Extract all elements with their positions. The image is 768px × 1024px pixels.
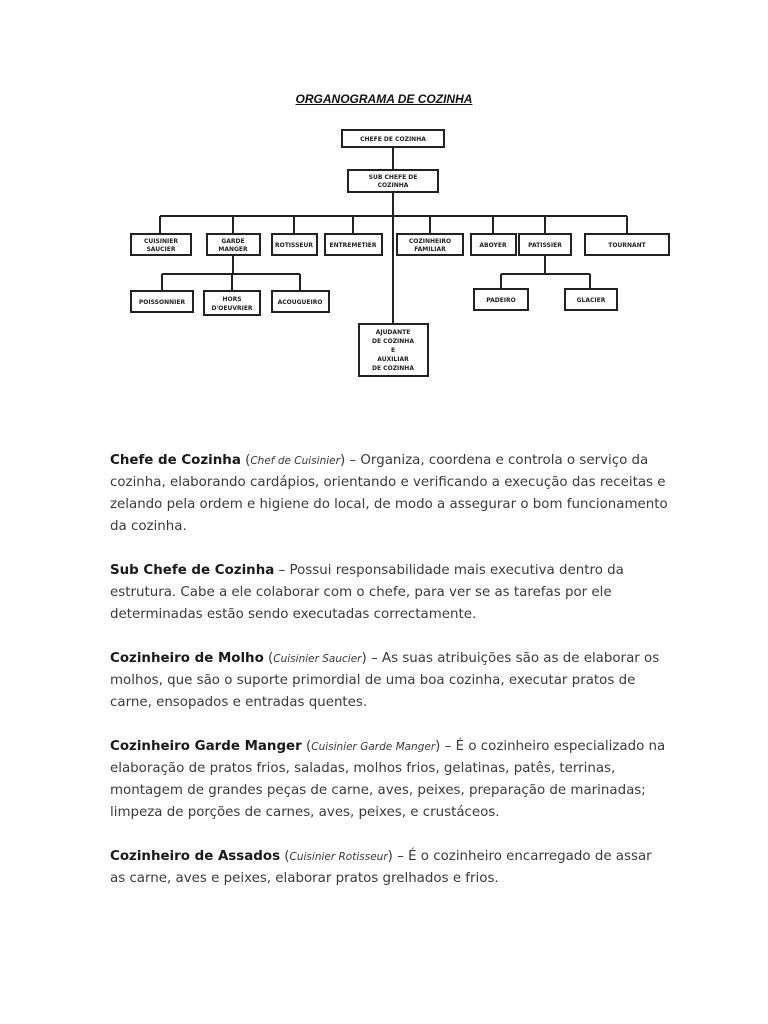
description: – É o cozinheiro encarregado de assar as carne, aves e peixes, elaborar pratos grelhados e frios. <box>110 849 652 886</box>
label-ajudante-1: AJUDANTE <box>375 329 411 336</box>
foreign-term: Cuisinier Rotisseur <box>289 851 388 863</box>
paren-close: ) <box>387 849 393 864</box>
paren-close: ) <box>339 453 346 468</box>
box-sub-chefe <box>348 170 438 192</box>
box-garde-manger <box>207 234 260 255</box>
label-acougueiro: ACOUGUEIRO <box>277 299 323 306</box>
foreign-term: Cuisinier Garde Manger <box>311 741 436 753</box>
label-hors: HORS <box>222 296 242 303</box>
foreign-term: Cuisinier Saucier <box>273 653 362 665</box>
org-chart <box>0 0 768 400</box>
label-garde: GARDE <box>221 238 245 245</box>
label-doeuvrier: D'OEUVRIER <box>211 305 253 312</box>
description: – Possui responsabilidade mais executiva dentro da estrutura. Cabe a ele colaborar com o chefe, para ver se as tarefas por ele determinadas estão sendo executadas correctamente. <box>110 563 624 622</box>
label-ajudante-2: DE COZINHA <box>372 338 414 345</box>
box-padeiro <box>474 289 528 310</box>
paragraph-chefe <box>110 450 670 538</box>
label-poissonnier: POISSONNIER <box>138 299 186 306</box>
term: Cozinheiro de Molho <box>110 651 264 666</box>
label-rotisseur: ROTISSEUR <box>274 242 314 249</box>
body-text <box>110 450 670 912</box>
term: Chefe de Cozinha <box>110 453 241 468</box>
box-acougueiro <box>272 291 329 312</box>
box-rotisseur <box>272 234 317 255</box>
label-manger: MANGER <box>218 246 248 253</box>
box-glacier <box>565 289 617 310</box>
description: – É o cozinheiro especializado na elaboração de pratos frios, saladas, molhos frios, gelatinas, patês, terrinas, montagem de grandes peças de carne, aves, peixes, preparação de marinadas; limpeza de porções de carnes, aves, peixes, e crustáceos. <box>110 739 666 820</box>
box-hors-doeuvrier <box>204 291 260 315</box>
box-aboyer <box>471 234 516 255</box>
label-cozinheiro: COZINHEIRO <box>408 238 452 245</box>
label-aboyer: ABOYER <box>479 242 507 249</box>
term: Cozinheiro de Assados <box>110 849 281 864</box>
term: Sub Chefe de Cozinha <box>110 563 275 578</box>
paren-close: ) <box>361 651 367 666</box>
box-poissonnier <box>131 291 193 312</box>
box-tournant <box>585 234 669 255</box>
page-title: ORGANOGRAMA DE COZINHA <box>295 92 473 106</box>
foreign-term: Chef de Cuisinier <box>250 455 340 467</box>
label-glacier: GLACIER <box>576 297 606 304</box>
box-entremetier <box>325 234 382 255</box>
paren-close: ) <box>435 739 441 754</box>
box-patissier <box>519 234 571 255</box>
paragraph-sub-chefe <box>110 560 670 626</box>
term: Cozinheiro Garde Manger <box>110 739 302 754</box>
label-chefe: CHEFE DE COZINHA <box>360 136 426 143</box>
paren-open: ( <box>301 739 312 754</box>
box-cozinheiro-familiar <box>397 234 463 255</box>
label-sub-chefe-1: SUB CHEFE DE <box>368 174 418 181</box>
paragraph-assados <box>110 846 670 890</box>
paren-open: ( <box>240 453 251 468</box>
label-saucier: SAUCIER <box>146 246 176 253</box>
paragraph-garde-manger <box>110 736 670 824</box>
label-ajudante-4: AUXILIAR <box>377 356 409 363</box>
label-patissier: PATISSIER <box>528 242 562 249</box>
label-entremetier: ENTREMETIER <box>329 242 377 249</box>
label-tournant: TOURNANT <box>608 242 646 249</box>
box-chefe-de-cozinha <box>342 130 444 147</box>
label-cuisinier: CUISINIER <box>143 238 179 245</box>
paragraph-molho <box>110 648 670 714</box>
label-padeiro: PADEIRO <box>486 297 516 304</box>
box-ajudante <box>359 324 428 376</box>
paren-open: ( <box>263 651 274 666</box>
paren-open: ( <box>280 849 290 864</box>
description: – Organiza, coordena e controla o serviço da cozinha, elaborando cardápios, orientando e verificando a execução das receitas e zelando pela ordem e higiene do local, de modo a assegurar o bom funcionamento da cozinha. <box>110 453 668 534</box>
label-sub-chefe-2: COZINHA <box>377 182 409 189</box>
box-cuisinier-saucier <box>131 234 191 255</box>
description: – As suas atribuições são as de elaborar os molhos, que são o suporte primordial de uma boa cozinha, executar pratos de carne, ensopados e entradas quentes. <box>110 651 660 710</box>
label-ajudante-3: E <box>390 347 396 354</box>
label-ajudante-5: DE COZINHA <box>372 365 414 372</box>
label-familiar: FAMILIAR <box>414 246 446 253</box>
